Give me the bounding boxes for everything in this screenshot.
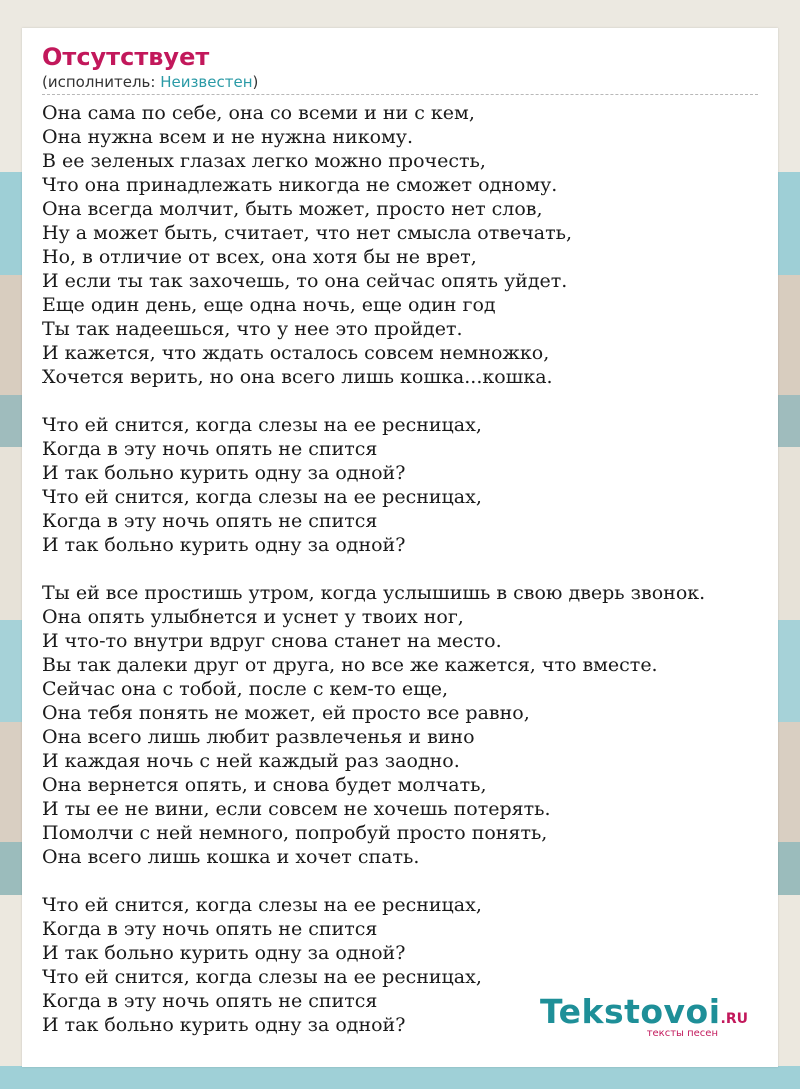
performer-link[interactable]: Неизвестен [160, 73, 253, 91]
lyric-line: Что ей снится, когда слезы на ее ресницах, [42, 414, 482, 436]
lyric-line: Она вернется опять, и снова будет молчать, [42, 774, 487, 796]
lyric-line: Что ей снится, когда слезы на ее ресницах, [42, 966, 482, 988]
lyric-line: Ты так надеешься, что у нее это пройдет. [42, 318, 463, 340]
lyric-line: Хочется верить, но она всего лишь кошка...кошка. [42, 366, 553, 388]
logo-tld: .RU [720, 1011, 748, 1027]
lyric-line: Когда в эту ночь опять не спится [42, 510, 378, 532]
lyric-line: И если ты так захочешь, то она сейчас опять уйдет. [42, 270, 568, 292]
lyric-line: Когда в эту ночь опять не спится [42, 438, 378, 460]
lyric-line: И что-то внутри вдруг снова станет на место. [42, 630, 502, 652]
performer-line [42, 72, 758, 95]
logo-tagline: тексты песен [646, 1028, 718, 1039]
lyric-line: Она опять улыбнется и уснет у твоих ног, [42, 606, 464, 628]
site-logo[interactable] [539, 992, 748, 1039]
lyric-line: Она всегда молчит, быть может, просто нет слов, [42, 198, 543, 220]
lyric-line: Она сама по себе, она со всеми и ни с кем, [42, 102, 475, 124]
lyric-line: Еще один день, еще одна ночь, еще один год [42, 294, 496, 316]
performer-prefix: (исполнитель: [42, 73, 161, 91]
logo-wordmark [539, 992, 748, 1031]
lyric-line: И кажется, что ждать осталось совсем немножко, [42, 342, 550, 364]
lyric-line: И каждая ночь с ней каждый раз заодно. [42, 750, 460, 772]
lyric-line: Сейчас она с тобой, после с кем-то еще, [42, 678, 449, 700]
stanza-1 [42, 101, 758, 389]
lyric-line: В ее зеленых глазах легко можно прочесть, [42, 150, 486, 172]
lyrics-card [22, 28, 778, 1067]
lyric-line: И так больно курить одну за одной? [42, 1014, 406, 1036]
lyric-line: Она нужна всем и не нужна никому. [42, 126, 414, 148]
lyric-line: Ну а может быть, считает, что нет смысла отвечать, [42, 222, 572, 244]
lyric-line: Она тебя понять не может, ей просто все равно, [42, 702, 530, 724]
lyric-line: Она всего лишь кошка и хочет спать. [42, 846, 420, 868]
lyric-line: И так больно курить одну за одной? [42, 462, 406, 484]
lyric-line: И так больно курить одну за одной? [42, 534, 406, 556]
lyric-line: И ты ее не вини, если совсем не хочешь потерять. [42, 798, 551, 820]
stanza-gap [42, 869, 758, 893]
stanza-gap [42, 557, 758, 581]
lyric-line: Что она принадлежать никогда не сможет одному. [42, 174, 558, 196]
lyric-line: Она всего лишь любит развлеченья и вино [42, 726, 475, 748]
lyric-line: Когда в эту ночь опять не спится [42, 990, 378, 1012]
stanza-2 [42, 581, 758, 869]
lyric-line: Что ей снится, когда слезы на ее ресницах, [42, 486, 482, 508]
chorus-1 [42, 413, 758, 557]
lyrics-body [42, 101, 758, 1037]
lyric-line: Помолчи с ней немного, попробуй просто понять, [42, 822, 548, 844]
lyric-line: И так больно курить одну за одной? [42, 942, 406, 964]
lyric-line: Но, в отличие от всех, она хотя бы не врет, [42, 246, 477, 268]
lyric-line: Вы так далеки друг от друга, но все же кажется, что вместе. [42, 654, 658, 676]
logo-name: Tekstovoi [539, 992, 721, 1031]
song-title: Отсутствует [42, 43, 210, 71]
lyric-line: Когда в эту ночь опять не спится [42, 918, 378, 940]
lyric-line: Ты ей все простишь утром, когда услышишь в свою дверь звонок. [42, 582, 706, 604]
lyric-line: Что ей снится, когда слезы на ее ресницах, [42, 894, 482, 916]
stanza-gap [42, 389, 758, 413]
performer-suffix: ) [252, 73, 259, 91]
